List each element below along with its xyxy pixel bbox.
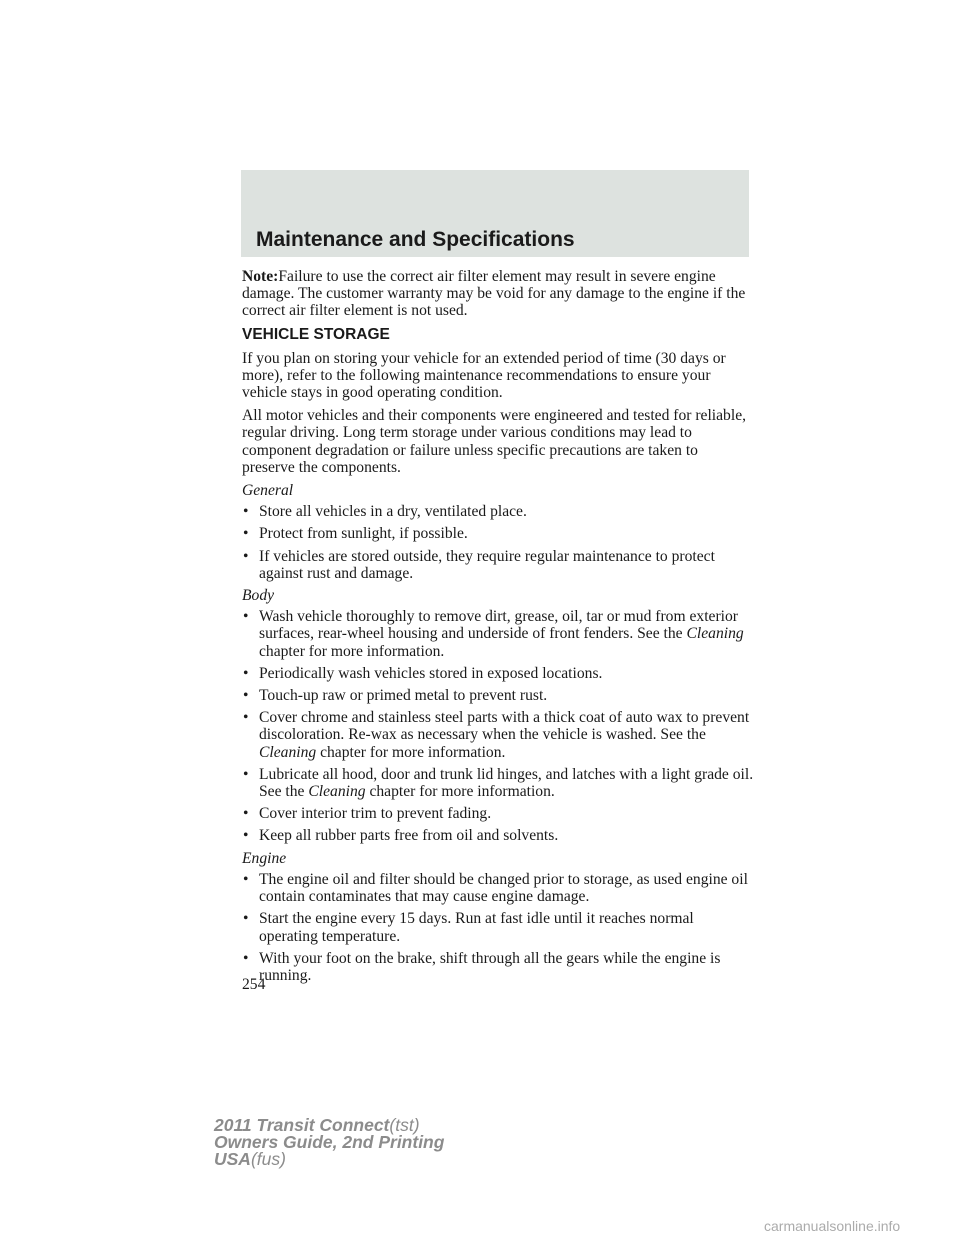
list-item xyxy=(242,525,754,542)
bullet-icon: • xyxy=(243,709,249,727)
bullet-icon: • xyxy=(243,949,249,967)
subhead-general: General xyxy=(242,482,294,500)
document-footer xyxy=(214,1117,444,1168)
footer-guide: Owners Guide, 2nd Printing xyxy=(214,1132,445,1152)
bullet-icon: • xyxy=(243,805,249,823)
bullet-icon: • xyxy=(243,525,249,543)
bullet-icon: • xyxy=(243,910,249,928)
list-item-text: Store all vehicles in a dry, ventilated place. xyxy=(259,503,527,521)
note-paragraph xyxy=(242,268,754,320)
list-item xyxy=(242,827,754,844)
list-item-text-continued: chapter for more information. xyxy=(259,642,445,660)
cleaning-chapter-reference: Cleaning xyxy=(686,625,744,643)
list-item-text-continued: chapter for more information. xyxy=(369,783,555,801)
list-item-text: Start the engine every 15 days. Run at fast idle until it reaches normal operating temperature. xyxy=(259,910,694,945)
list-item-text: Lubricate all hood, door and trunk lid hinges, and latches with a light grade oil. See the xyxy=(259,765,754,801)
footer-market: USA xyxy=(214,1149,251,1169)
list-item-text: Cover chrome and stainless steel parts with a thick coat of auto wax to prevent discoloration. Re-wax as necessary when the vehicle is washed. See the xyxy=(259,709,750,744)
footer-line-market xyxy=(214,1151,444,1168)
cleaning-chapter-reference: Cleaning xyxy=(259,743,317,761)
bullet-icon: • xyxy=(243,608,249,626)
cleaning-chapter-reference: Cleaning xyxy=(308,783,366,801)
page-content xyxy=(242,268,754,989)
bullet-icon: • xyxy=(243,870,249,888)
storage-intro-2: All motor vehicles and their components were engineered and tested for reliable, regular driving. Long term storage under various conditions may lead to component degradation or failure unless specific precautions are taken to preserve the components. xyxy=(242,407,747,476)
note-text: Failure to use the correct air filter element may result in severe engine damage. The customer warranty may be void for any damage to the engine if the correct air filter element is not used. xyxy=(242,268,746,320)
list-item-text: Wash vehicle thoroughly to remove dirt, grease, oil, tar or mud from exterior surfaces, rear-wheel housing and underside of front fenders. See the xyxy=(259,608,738,643)
storage-intro-1: If you plan on storing your vehicle for an extended period of time (30 days or more), refer to the following maintenance recommendations to ensure your vehicle stays in good operating condition. xyxy=(242,349,726,402)
list-item xyxy=(242,687,754,704)
bullet-icon: • xyxy=(243,547,249,565)
watermark: carmanualsonline.info xyxy=(764,1218,901,1234)
list-item xyxy=(242,871,754,905)
page-number: 254 xyxy=(242,976,266,993)
list-item-text: Periodically wash vehicles stored in exposed locations. xyxy=(259,664,603,682)
list-item xyxy=(242,709,754,761)
bullet-icon: • xyxy=(243,503,249,521)
list-item xyxy=(242,608,754,660)
footer-model: 2011 Transit Connect xyxy=(214,1115,390,1135)
list-item xyxy=(242,766,754,800)
list-item-text: With your foot on the brake, shift through all the gears while the engine is running. xyxy=(259,949,721,984)
bullet-icon: • xyxy=(243,687,249,705)
list-item xyxy=(242,910,754,944)
note-label: Note: xyxy=(242,268,279,285)
page-title: Maintenance and Specifications xyxy=(256,228,575,251)
body-list xyxy=(242,608,754,844)
list-item-text: Cover interior trim to prevent fading. xyxy=(259,805,492,823)
footer-market-code: (fus) xyxy=(250,1149,286,1169)
bullet-icon: • xyxy=(243,827,249,845)
list-item-text-continued: chapter for more information. xyxy=(320,743,506,761)
list-item xyxy=(242,950,754,984)
subhead-body: Body xyxy=(242,587,275,605)
bullet-icon: • xyxy=(243,664,249,682)
list-item-text: Keep all rubber parts free from oil and solvents. xyxy=(259,827,559,845)
list-item xyxy=(242,665,754,682)
list-item-text: The engine oil and filter should be changed prior to storage, as used engine oil contain contaminates that may cause engine damage. xyxy=(259,870,748,906)
list-item-text: If vehicles are stored outside, they require regular maintenance to protect against rust and damage. xyxy=(259,547,715,582)
footer-model-code: (tst) xyxy=(389,1115,420,1135)
subhead-engine: Engine xyxy=(242,849,287,867)
bullet-icon: • xyxy=(243,765,249,783)
engine-list xyxy=(242,871,754,984)
list-item-text: Protect from sunlight, if possible. xyxy=(259,525,468,543)
general-list xyxy=(242,503,754,582)
list-item xyxy=(242,548,754,582)
list-item xyxy=(242,503,754,520)
section-heading-vehicle-storage: VEHICLE STORAGE xyxy=(242,325,390,343)
list-item-text: Touch-up raw or primed metal to prevent rust. xyxy=(259,687,548,705)
list-item xyxy=(242,805,754,822)
